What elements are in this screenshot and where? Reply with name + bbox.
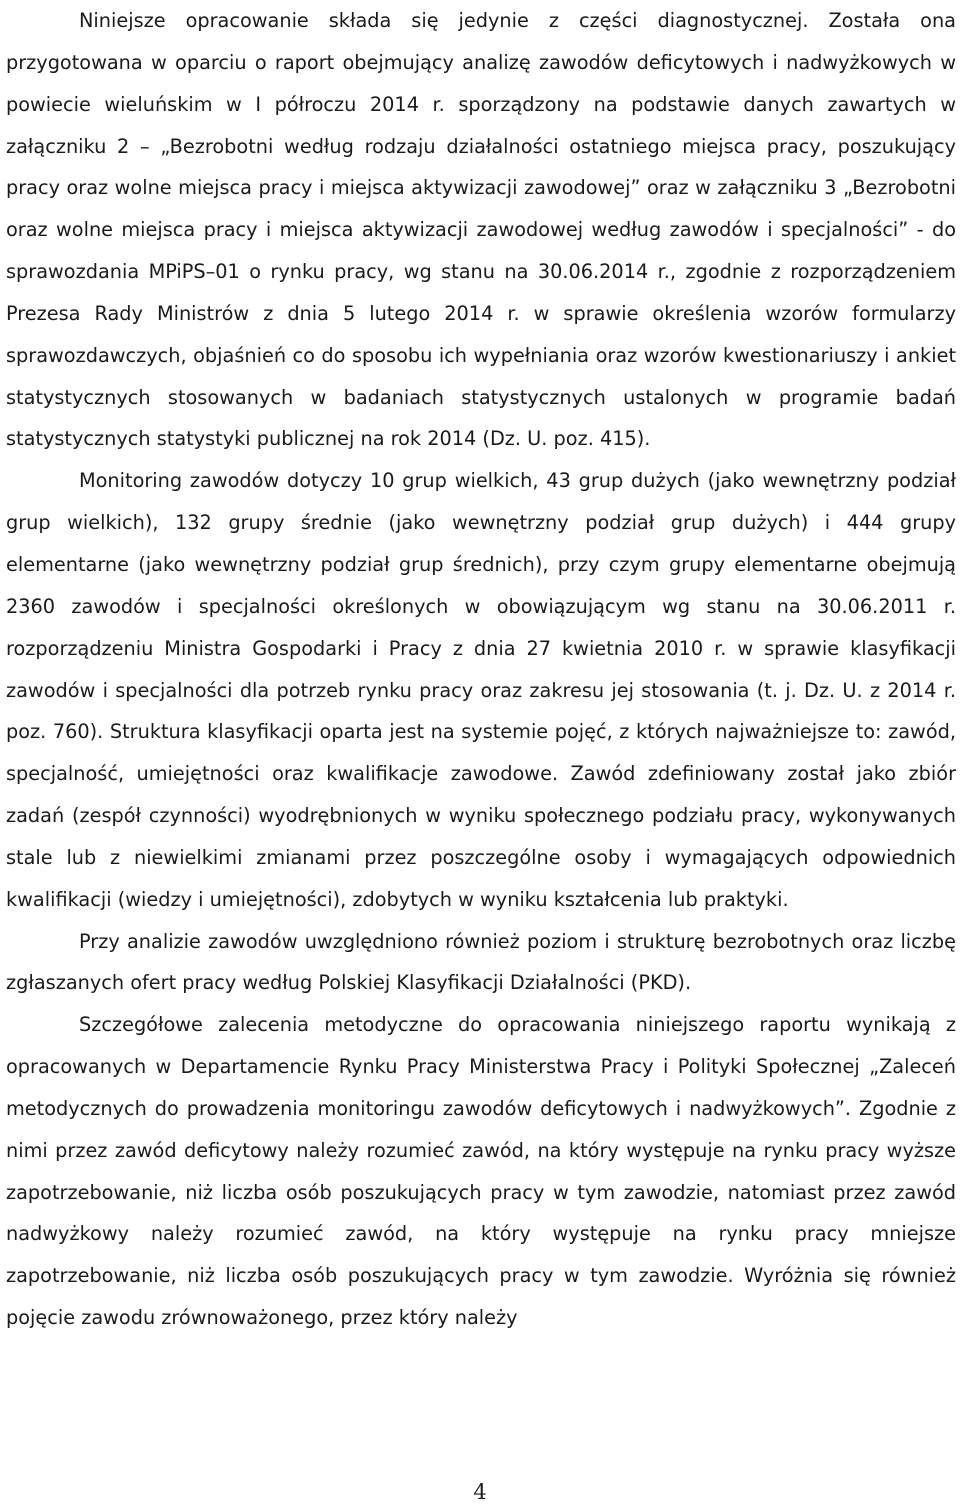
- paragraph-intro: Niniejsze opracowanie składa się jedynie z części diagnostycznej. Została ona przygotowana w oparciu o raport obejmujący analizę zawodów deficytowych i nadwyżkowych w powiecie wieluńskim w I półroczu 2014 r. sporządzony na podstawie danych zawartych w załączniku 2 – „Bezrobotni według rodzaju działalności ostatniego miejsca pracy, poszukujący pracy oraz wolne miejsca pracy i miejsca aktywizacji zawodowej” oraz w załączniku 3 „Bezrobotni oraz wolne miejsca pracy i miejsca aktywizacji zawodowej według zawodów i specjalności” - do sprawozdania MPiPS–01 o rynku pracy, wg stanu na 30.06.2014 r., zgodnie z rozporządzeniem Prezesa Rady Ministrów z dnia 5 lutego 2014 r. w sprawie określenia wzorów formularzy sprawozdawczych, objaśnień co do sposobu ich wypełniania oraz wzorów kwestionariuszy i ankiet statystycznych stosowanych w badaniach statystycznych ustalonych w programie badań statystycznych statystyki publicznej na rok 2014 (Dz. U. poz. 415).: [6, 9, 956, 451]
- paragraph-monitoring: Monitoring zawodów dotyczy 10 grup wielkich, 43 grup dużych (jako wewnętrzny podział grup wielkich), 132 grupy średnie (jako wewnętrzny podział grup dużych) i 444 grupy elementarne (jako wewnętrzny podział grup średnich), przy czym grupy elementarne obejmują 2360 zawodów i specjalności określonych w obowiązującym wg stanu na 30.06.2011 r. rozporządzeniu Ministra Gospodarki i Pracy z dnia 27 kwietnia 2010 r. w sprawie klasyfikacji zawodów i specjalności dla potrzeb rynku pracy oraz zakresu jej stosowania (t. j. Dz. U. z 2014 r. poz. 760). Struktura klasyfikacji oparta jest na systemie pojęć, z których najważniejsze to: zawód, specjalność, umiejętności oraz kwalifikacje zawodowe. Zawód zdefiniowany został jako zbiór zadań (zespół czynności) wyodrębnionych w wyniku społecznego podziału pracy, wykonywanych stale lub z niewielkimi zmianami przez poszczególne osoby i wymagających odpowiednich kwalifikacji (wiedzy i umiejętności), zdobytych w wyniku kształcenia lub praktyki.: [6, 469, 956, 911]
- paragraph-analysis: Przy analizie zawodów uwzględniono również poziom i strukturę bezrobotnych oraz liczbę zgłaszanych ofert pracy według Polskiej Klasyfikacji Działalności (PKD).: [6, 929, 956, 995]
- body-text: [6, 0, 956, 1339]
- paragraph-recommendations: Szczegółowe zalecenia metodyczne do opracowania niniejszego raportu wynikają z opracowanych w Departamencie Rynku Pracy Ministerstwa Pracy i Polityki Społecznej „Zaleceń metodycznych do prowadzenia monitoringu zawodów deficytowych i nadwyżkowych”. Zgodnie z nimi przez zawód deficytowy należy rozumieć zawód, na który występuje na rynku pracy wyższe zapotrzebowanie, niż liczba osób poszukujących pracy w tym zawodzie, natomiast przez zawód nadwyżkowy należy rozumieć zawód, na który występuje na rynku pracy mniejsze zapotrzebowanie, niż liczba osób poszukujących pracy w tym zawodzie. Wyróżnia się również pojęcie zawodu zrównoważonego, przez który należy: [6, 1013, 956, 1330]
- page-number: 4: [473, 1480, 487, 1504]
